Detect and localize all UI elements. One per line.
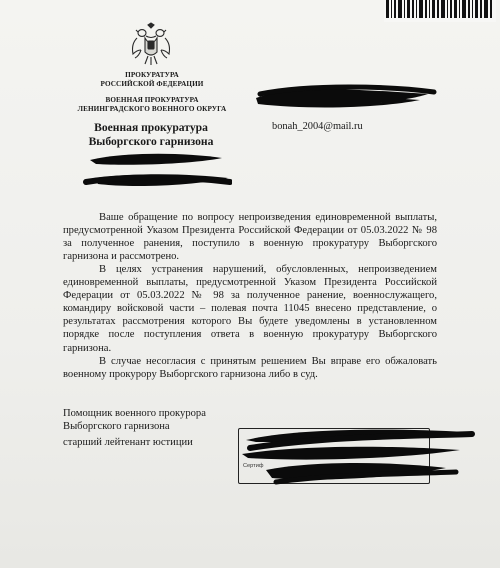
paragraph-3-text: В случае несогласия с принятым решением Вы вправе его обжаловать военному прокурору Выборгского гарнизона либо в суд. [63,356,437,381]
signer-position-line-2: Выборгского гарнизона [63,421,170,432]
double-headed-eagle-emblem-icon [128,22,174,68]
recipient-email: bonah_2004@mail.ru [272,121,363,132]
org-line-1: ПРОКУРАТУРА [125,71,179,79]
org-title [66,121,236,149]
paragraph-1 [63,211,437,263]
paragraph-2-text: В целях устранения нарушений, обусловленных, непроизведением единовременной выплаты, предусмотренной Указом Президента Российской Федерации от 05.03.2022 № 98 за полученное ранение, военнослужащего, командиру войсковой части – полевая почта 11045 внесено представление, о результатах рассмотрения которого Вы будете уведомлены в установленном порядке после поступления ответа в военную прокуратуру Выборгского гарнизона. [63,264,437,354]
org-line-2: РОССИЙСКОЙ ФЕДЕРАЦИИ [100,80,204,88]
paragraph-2 [63,263,437,355]
stamp-text-2: Сертиф [243,463,264,469]
org-line-4: ЛЕНИНГРАДСКОГО ВОЕННОГО ОКРУГА [77,105,227,113]
org-title-line-2: Выборгского гарнизона [88,135,214,148]
org-line-3: ВОЕННАЯ ПРОКУРАТУРА [105,96,199,104]
redaction-recipient [250,84,440,114]
paragraph-1-text: Ваше обращение по вопросу непроизведения единовременной выплаты, предусмотренной Указом Президента Российской Федерации от 05.03.2022 № 98 за полученное ранения, поступило в военную прокуратуру Выборгского гарнизона и рассмотрено. [63,212,437,263]
signer-rank: старший лейтенант юстиции [63,437,193,448]
signer-position-line-1: Помощник военного прокурора [63,408,206,419]
barcode [384,0,496,22]
paragraph-3 [63,355,437,381]
redaction-signature [236,424,476,492]
org-title-line-1: Военная прокуратура [94,121,208,134]
redaction-reference [82,148,232,196]
